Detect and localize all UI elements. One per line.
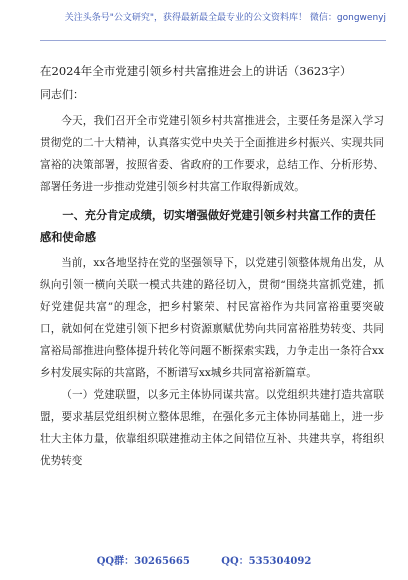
subsection-1-paragraph: （一）党建联盟，以多元主体协同谋共富。以党组织共建打造共富联盟，要求基层党组织树立整体思维，在强化多元主体协同基础上，进一步壮大主体力量，依靠组织联建推动主体之间错位互补、共建共享，将组织优势转变 [40, 389, 384, 467]
document-body [40, 60, 384, 472]
footer-qq-group: QQ群：30265665 [96, 556, 190, 567]
banner-text: 关注头条号"公文研究"，获得最新最全最专业的公文资料库！ 微信：gongwenyj [64, 13, 386, 23]
section-heading-1: 一、充分肯定成绩，切实增强做好党建引领乡村共富工作的责任感和使命感 [40, 208, 376, 244]
header-divider [40, 40, 386, 41]
document-title: 在2024年全市党建引领乡村共富推进会上的讲话（3623字） [40, 64, 352, 78]
header-banner [40, 0, 408, 40]
intro-paragraph: 今天，我们召开全市党建引领乡村共富推进会，主要任务是深入学习贯彻党的二十大精神，认真落实党中央关于全面推进乡村振兴、实现共同富裕的决策部署，按照省委、省政府的工作要求，总结工作、分析形势、部署任务进一步推动党建引领乡村共富工作取得新成效。 [40, 115, 384, 193]
footer-contact [0, 552, 408, 567]
footer-qq: QQ：535304092 [221, 556, 312, 567]
section-1-paragraph: 当前，xx各地坚持在党的坚强领导下，以党建引领整体规角出发，从纵向引领一横向关联一模式共建的路径切入，贯彻“围绕共富抓党建，抓好党建促共富”的理念，把乡村繁荣、村民富裕作为共同富裕重要突破口，就如何在党建引领下把乡村资源禀赋优势向共同富裕胜势转变、共同富裕局部推进向整体提升转化等问题不断探索实践，力争走出一条符合xx乡村发展实际的共富路，不断谱写xx城乡共同富裕新篇章。 [40, 257, 384, 379]
salutation: 同志们： [40, 88, 84, 101]
